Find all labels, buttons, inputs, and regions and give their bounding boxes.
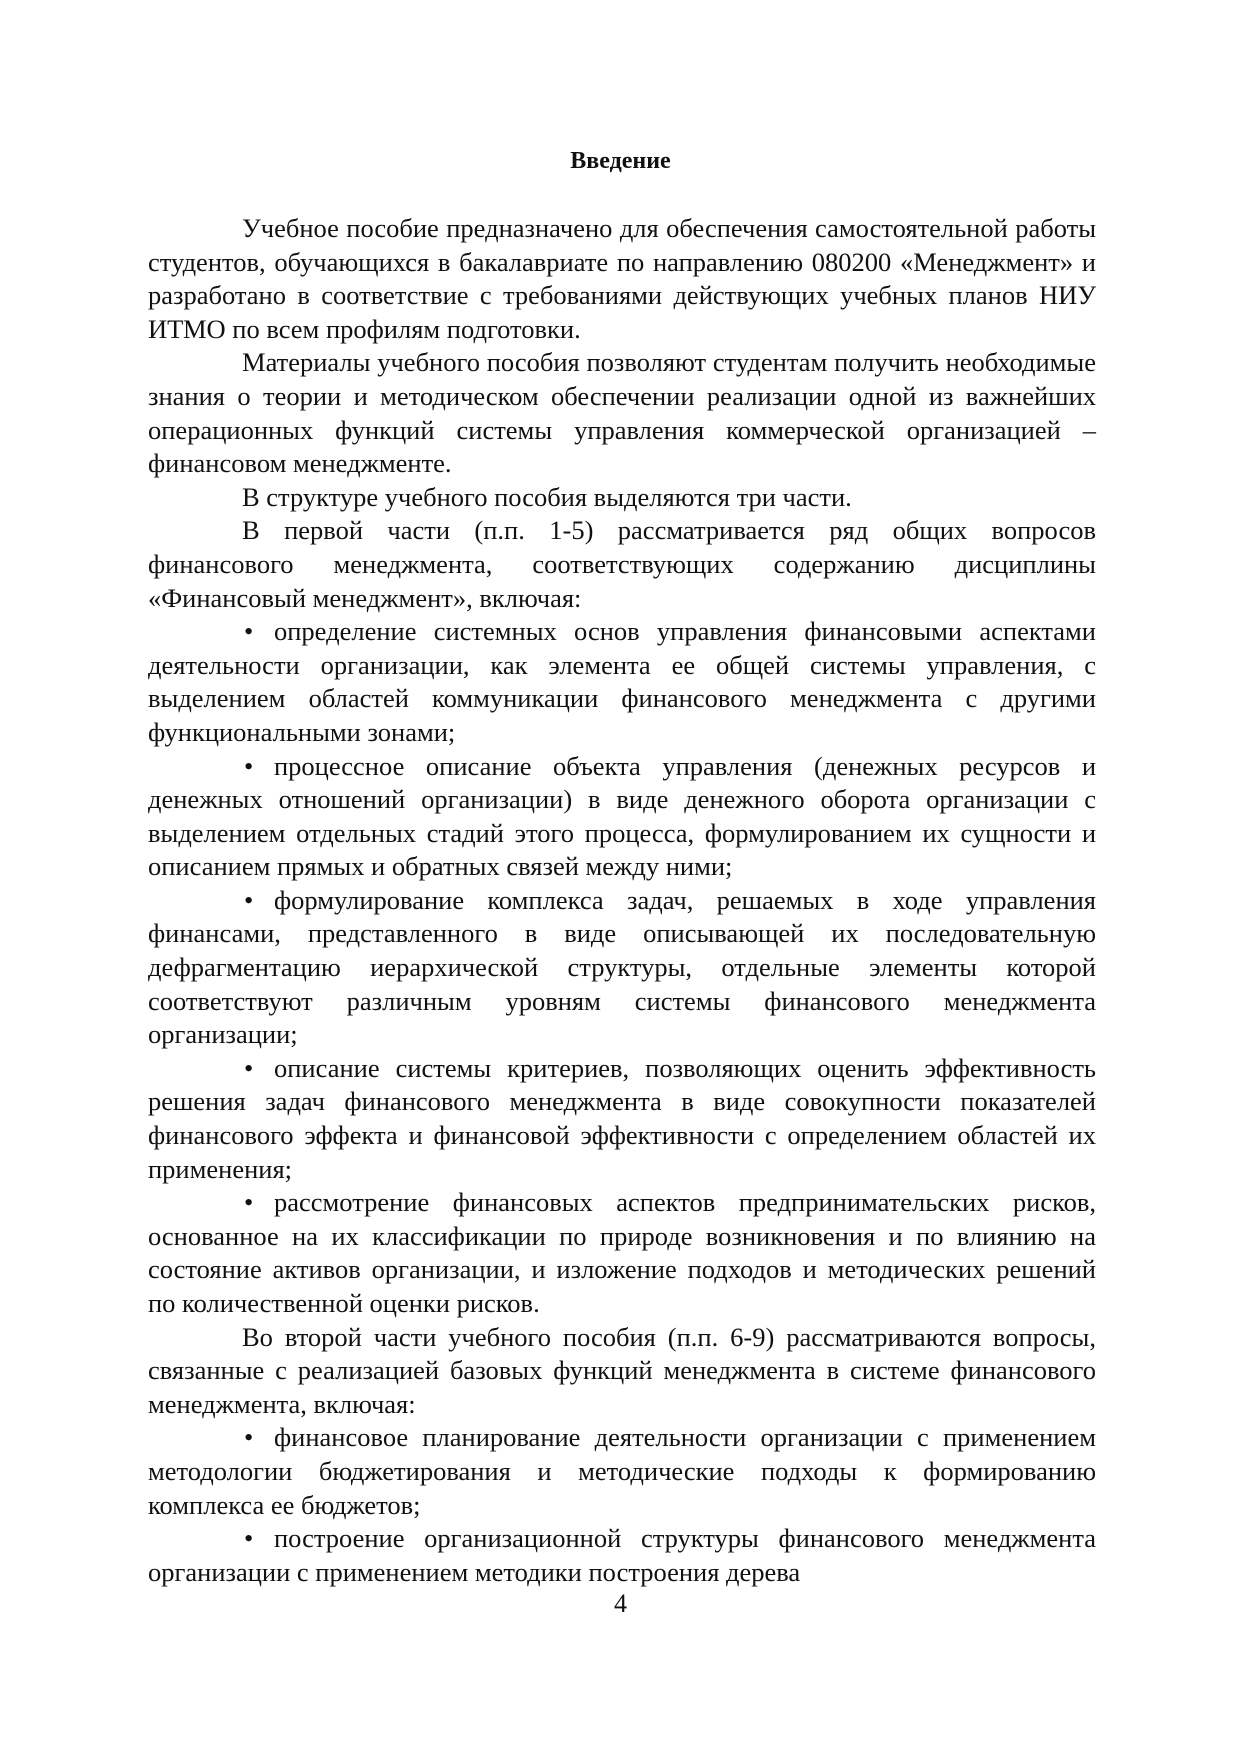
list-item: [148, 1052, 1096, 1186]
page-title: Введение: [570, 148, 671, 174]
bullet-icon: •: [244, 750, 254, 781]
list-item-text: финансовое планирование деятельности организации с применением методологии бюджетирования и методические подходы к формированию комплекса ее бюджетов;: [148, 1422, 1096, 1520]
bullet-icon: •: [244, 1523, 254, 1554]
list-item: [148, 1522, 1096, 1589]
list-item-text: построение организационной структуры финансового менеджмента организации с применением методики построения дерева: [148, 1523, 1096, 1587]
list-item-text: процессное описание объекта управления (денежных ресурсов и денежных отношений организации) в виде денежного оборота организации с выделением отдельных стадий этого процесса, формулированием их сущности и описанием прямых и обратных связей между ними;: [148, 750, 1096, 882]
intro-paragraph-4: В первой части (п.п. 1-5) рассматривается ряд общих вопросов финансового менеджмента, соответствующих содержанию дисциплины «Финансовый менеджмент», включая:: [148, 515, 1096, 613]
intro-paragraph-2: Материалы учебного пособия позволяют студентам получить необходимые знания о теории и методическом обеспечении реализации одной из важнейших операционных функций системы управления коммерческой организацией – финансовом менеджменте.: [148, 347, 1096, 479]
list-item: [148, 884, 1096, 1052]
list-item-text: формулирование комплекса задач, решаемых в ходе управления финансами, представленного в виде описывающей их последовательную дефрагментацию иерархической структуры, отдельные элементы которой соответствуют различным уровням системы финансового менеджмента организации;: [148, 884, 1096, 1050]
bullet-icon: •: [244, 884, 254, 915]
intro-paragraph-3: В структуре учебного пособия выделяются три части.: [242, 481, 852, 512]
list-item-text: рассмотрение финансовых аспектов предпринимательских рисков, основанное на их классификации по природе возникновения и по влиянию на состояние активов организации, и изложение подходов и методических решений по количественной оценки рисков.: [148, 1187, 1096, 1318]
bullet-icon: •: [244, 1422, 254, 1453]
page-number: 4: [614, 1589, 627, 1618]
intro-paragraph-1: Учебное пособие предназначено для обеспечения самостоятельной работы студентов, обучающихся в бакалавриате по направлению 080200 «Менеджмент» и разработано в соответствие с требованиями действующих учебных планов НИУ ИТМО по всем профилям подготовки.: [148, 213, 1096, 344]
part2-intro-paragraph: Во второй части учебного пособия (п.п. 6-9) рассматриваются вопросы, связанные с реализацией базовых функций менеджмента в системе финансового менеджмента, включая:: [148, 1321, 1096, 1419]
bullet-icon: •: [244, 1187, 254, 1218]
bullet-icon: •: [244, 1052, 254, 1083]
list-item-text: описание системы критериев, позволяющих оценить эффективность решения задач финансового менеджмента в виде совокупности показателей финансового эффекта и финансовой эффективности с определением областей их применения;: [148, 1052, 1096, 1184]
list-item: [148, 1421, 1096, 1522]
body-text: [148, 212, 1096, 1589]
list-item: [148, 615, 1096, 749]
list-item: [148, 750, 1096, 884]
list-item: [148, 1186, 1096, 1320]
bullet-icon: •: [244, 616, 254, 647]
list-item-text: определение системных основ управления финансовыми аспектами деятельности организации, как элемента ее общей системы управления, с выделением областей коммуникации финансового менеджмента с другими функциональными зонами;: [148, 616, 1096, 747]
